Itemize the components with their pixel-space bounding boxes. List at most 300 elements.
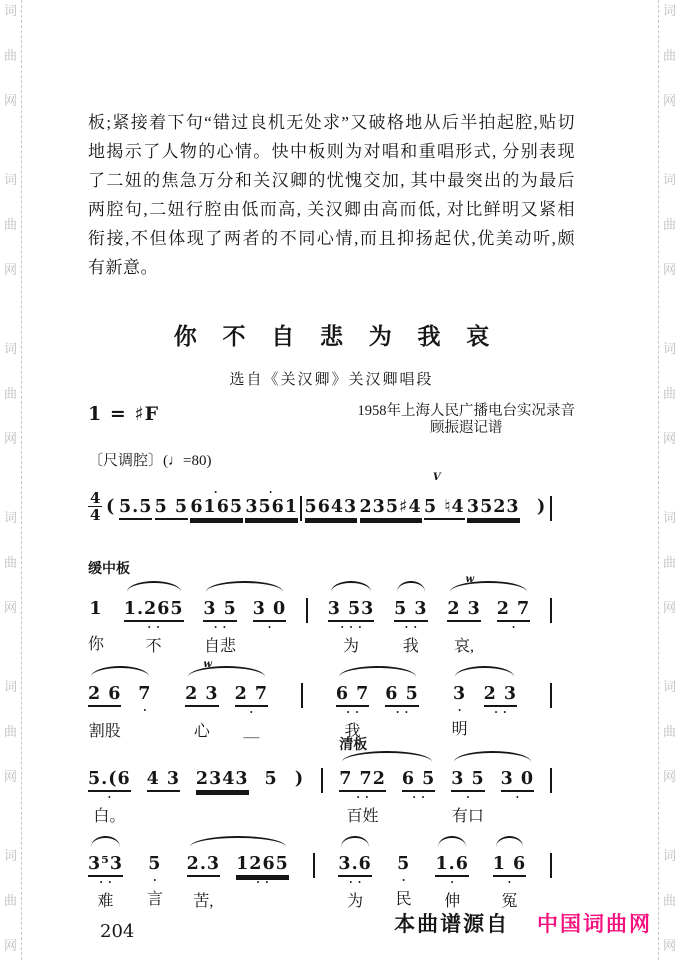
note-tokens [190,489,243,556]
lyric-text: ＿ [243,723,260,740]
note-token [424,489,465,556]
note-group [336,661,419,743]
note-numbers: 5 [148,854,162,874]
watermark-char: 网 [3,431,17,446]
paragraph-line: 有新意。 [88,258,158,277]
ornament-icon: w [203,659,212,670]
note-token [497,591,530,658]
octave-dots-below: •• [356,793,375,802]
lyric-text: 割股 [88,723,121,740]
note-numbers: 6 5 [385,684,418,707]
note-tokens [88,591,104,656]
watermark-char: 网 [662,262,676,277]
lyric-text: 不 [145,638,162,655]
note-tokens [88,846,123,913]
note-group [394,576,427,658]
slur-arc-icon [455,666,514,677]
watermark-text [0,173,21,276]
slur-arc-icon [91,836,120,847]
note-tokens [360,489,422,556]
note-token [196,761,249,828]
note-token [328,591,375,658]
note-numbers: 2 6 [88,684,121,707]
slur-arc-icon [438,836,465,847]
barline-icon [550,768,552,793]
note-token [119,489,152,556]
note-group [339,736,436,828]
ornament-icon: V [432,472,441,483]
note-token [105,489,117,554]
note-numbers: 3 [453,684,467,704]
notation-line [88,576,552,658]
watermark-char: 词 [3,341,17,356]
note-tokens [147,846,163,911]
lyric-text: 哀, [454,638,475,655]
note-group [187,831,289,913]
octave-dots-below: • [268,623,277,632]
octave-dots-below: • [508,878,517,887]
watermark-char: 网 [662,769,676,784]
note-group [147,746,180,828]
note-tokens [119,489,152,556]
slur-arc-icon [339,666,416,677]
watermark-char: 词 [3,172,17,187]
octave-dots-below: •• [494,708,513,717]
note-tokens [245,489,298,556]
lyric-text: 百姓 [346,808,379,825]
note-numbers: 3 5 [203,599,236,622]
watermark-char: 网 [3,262,17,277]
note-token [452,676,468,743]
song-title: 你 不 自 悲 为 我 哀 [173,324,500,349]
note-token [305,489,358,556]
note-numbers: 5643 [305,497,358,520]
watermark-text [0,849,21,952]
credit-prefix: 本曲谱源自 [394,913,510,936]
lyric-text: 我 [344,723,361,740]
lyric-text: 我 [402,638,419,655]
note-numbers: 3.6 [338,854,371,877]
note-numbers: 5.(6 [88,769,131,792]
note-token [190,489,243,556]
lyric-text: 为 [347,893,364,910]
note-token [447,591,480,658]
mode-tempo-label: 〔尺调腔〕(♩=80) [88,453,212,469]
note-tokens [493,846,526,913]
barline-icon [301,683,303,708]
note-tokens [147,761,180,828]
watermark-char: 网 [662,600,676,615]
time-denominator: 4 [90,506,101,524]
watermark-char: 网 [662,938,676,953]
watermark-char: 曲 [662,48,676,63]
note-token [88,846,123,913]
watermark-char: 词 [3,3,17,18]
ornament-icon: w [465,574,475,585]
note-group [155,474,188,556]
note-group [305,474,358,556]
note-numbers: 1 [89,599,103,619]
octave-dots-below: •• [256,878,275,887]
octave-dots-below: • [450,878,460,887]
octave-dots-below: • [249,708,259,717]
note-group [190,474,243,556]
note-numbers: 2343 [196,769,249,792]
watermark-char: 曲 [662,724,676,739]
note-numbers: 7 [138,684,152,704]
note-tokens [336,676,419,743]
note-numbers: 7 72 [339,769,386,792]
note-group [105,474,117,554]
note-group [245,474,298,556]
watermark-char: 曲 [3,724,17,739]
watermark-text [659,849,680,952]
watermark-text [659,511,680,614]
watermark-right-column [658,0,680,960]
note-group [88,746,131,828]
octave-dots-below: • [458,706,468,715]
note-token [396,846,412,911]
watermark-char: 网 [3,600,17,615]
note-group [396,831,412,911]
octave-dots-below: •• [349,878,367,887]
barline-icon [300,496,302,521]
note-numbers: ) [294,769,305,789]
note-group [88,831,123,913]
note-token [203,591,236,658]
note-tokens [187,846,289,913]
octave-dots-below: • [515,793,525,802]
note-group [338,831,371,913]
watermark-char: 曲 [3,386,17,401]
watermark-char: 词 [3,679,17,694]
octave-dots-below: • [143,706,153,715]
note-tokens [451,761,534,828]
watermark-left-column [0,0,22,960]
octave-dots-below: • [512,623,521,632]
watermark-text [0,511,21,614]
note-tokens [264,761,277,826]
slur-arc-icon [496,836,523,847]
slur-arc-icon [397,581,424,592]
note-token [88,676,121,743]
slur-arc-icon [331,581,372,592]
song-subtitle: 选自《关汉卿》关汉卿唱段 [229,372,434,388]
note-numbers: 5 [397,854,411,874]
lyric-text: 心 [193,723,210,740]
watermark-char: 网 [662,93,676,108]
note-token [264,761,277,826]
note-tokens [338,846,371,913]
note-group [185,661,268,743]
watermark-char: 网 [3,938,17,953]
barline-icon [550,853,552,878]
note-tokens [155,489,188,556]
note-token [339,761,386,828]
note-numbers: 1 6 [493,854,526,877]
note-tokens [305,489,358,556]
note-token [147,761,180,828]
note-tokens [105,489,117,554]
note-numbers: 5 5 [155,497,188,520]
octave-dots-below: •• [346,708,365,717]
watermark-char: 曲 [662,893,676,908]
note-group [203,576,286,658]
note-numbers: 235♯4 [360,497,422,520]
note-tokens [88,761,131,828]
note-token [155,489,188,556]
note-tokens [294,761,306,826]
watermark-char: 词 [3,510,17,525]
note-tokens [467,489,548,556]
octave-dots-below: •• [99,878,118,887]
note-tokens [435,846,468,913]
watermark-char: 曲 [662,386,676,401]
note-numbers: 6 7 [336,684,369,707]
note-group [196,746,249,828]
note-numbers: 1.265 [124,599,184,622]
time-numerator: 4 [90,489,101,507]
transcriber: 顾振遐记谱 [430,420,503,436]
watermark-char: 曲 [3,555,17,570]
octave-dots-below: •• [396,708,414,717]
note-token [360,489,422,556]
watermark-char: 词 [662,510,676,525]
slur-arc-icon [206,581,283,592]
note-numbers: ( [106,497,116,517]
paragraph-line: 板;紧接着下句“错过良机无处求”又破格地从后半拍起腔,贴切 [88,113,575,132]
note-token [536,489,548,556]
octave-dots-below: • [107,793,117,802]
note-numbers: 6 5 [402,769,435,792]
octave-dots-below: •• [412,793,431,802]
lyric-text: 难 [97,893,114,910]
tempo-section-label: 清板 [339,736,368,752]
note-tokens [396,846,412,911]
note-group [88,576,104,656]
note-token [147,846,163,911]
slur-arc-icon [341,836,368,847]
barline-icon [306,598,308,623]
note-numbers: ) [536,497,547,517]
watermark-text [659,342,680,445]
note-tokens [328,591,375,658]
lyric-text: 伸 [444,893,461,910]
lyric-text: 苦, [193,893,214,910]
note-token [493,846,526,913]
note-numbers: 2 3 [484,684,517,707]
note-token [435,846,468,913]
note-numbers: 2 7 [497,599,530,622]
octave-dots-below: • [402,876,412,885]
note-group [452,661,517,743]
lyric-text: 你 [88,636,105,653]
note-numbers: 1265 [236,854,289,877]
note-group [424,474,465,556]
watermark-char: 词 [662,848,676,863]
paragraph-line: 地揭示了人物的心情。快中板则为对唱和重唱形式, 分别表现 [88,142,575,161]
barline-icon [313,853,315,878]
note-token [402,761,435,828]
note-group [294,746,306,826]
note-numbers: 2 7 [235,684,268,707]
notation-line [88,831,552,913]
watermark-char: 词 [662,3,676,18]
notation-line [88,736,552,828]
page-content [88,0,575,942]
note-token [253,591,286,658]
note-tokens [447,591,530,658]
recording-source: 1958年上海人民广播电台实况录音 [357,403,575,419]
note-tokens [452,676,517,743]
watermark-text [0,342,21,445]
note-token [88,761,131,828]
watermark-char: 曲 [3,217,17,232]
note-token [185,676,218,743]
note-group [360,474,422,556]
paragraph-line: 了二妞的焦急万分和关汉卿的忧愧交加, 其中最突出的为最后 [88,171,575,190]
intro-paragraph [88,108,575,282]
slur-arc-icon [450,581,527,592]
slur-arc-icon [127,581,181,592]
note-numbers: 2 3 [447,599,480,622]
credit-site-name: 中国词曲网 [537,913,652,936]
lyric-text: 有口 [451,808,484,825]
time-signature [88,491,102,522]
note-token [467,489,520,556]
page-number: 204 [100,921,135,942]
note-numbers: 5 ♮4 [424,497,465,520]
note-token [235,676,268,743]
watermark-char: 曲 [3,893,17,908]
note-token [484,676,517,743]
note-token [236,846,289,913]
barline-icon [550,496,552,521]
note-tokens [196,761,249,828]
octave-dots-below: • [466,793,476,802]
watermark-char: 网 [3,769,17,784]
note-token [124,591,184,658]
note-tokens [339,761,435,828]
note-group [124,576,184,658]
note-tokens [203,591,286,658]
note-numbers: 3561 [245,497,298,520]
watermark-char: 网 [662,431,676,446]
paragraph-line: 两腔句,二妞行腔由低而高, 关汉卿由高而低, 对比鲜明又紧相 [88,200,575,219]
watermark-char: 词 [662,679,676,694]
note-token [394,591,427,658]
octave-dots-below: • [153,876,163,885]
note-numbers: 5 [264,769,278,789]
octave-dots-below: •• [214,623,232,632]
watermark-char: 曲 [662,555,676,570]
lyric-text: 白。 [93,808,126,825]
note-token [137,676,152,743]
octave-dots-below: ••• [340,623,368,632]
watermark-char: 曲 [662,217,676,232]
note-group [467,474,548,556]
watermark-char: 词 [662,172,676,187]
note-token [187,846,220,913]
octave-dots-above: • [214,488,220,497]
source-attribution [358,403,576,437]
note-numbers: 3 5 [451,769,484,792]
note-tokens [424,489,465,556]
barline-icon [321,768,323,793]
notation-line [88,474,552,556]
octave-dots-below: •• [147,623,166,632]
meta-row [88,403,575,437]
note-group [451,746,534,828]
watermark-char: 网 [3,93,17,108]
note-group [447,576,530,658]
watermark-text [0,4,21,107]
slur-arc-icon [188,666,265,677]
note-numbers: 3 53 [328,599,375,622]
lyric-text: 民 [395,891,412,908]
lyric-text: 言 [146,891,163,908]
octave-dots-above: • [269,488,275,497]
note-numbers: 3 0 [501,769,534,792]
paragraph-line: 衔接,不但体现了两者的不同心情,而且抑扬起伏,优美动听,颇 [88,229,575,248]
note-group [147,831,163,911]
watermark-char: 词 [3,848,17,863]
notation-line [88,661,552,743]
lyric-text: 自悲 [204,638,237,655]
note-token [88,591,104,656]
barline-icon [550,683,552,708]
octave-dots-below: •• [405,623,423,632]
note-group [88,661,152,743]
note-tokens [394,591,427,658]
note-group [493,831,526,913]
note-token [451,761,484,828]
note-numbers: 3523 [467,497,520,520]
lyric-text: 为 [343,638,360,655]
tempo-section-label: 缓中板 [88,560,130,576]
note-token [385,676,418,743]
music-notation [88,474,552,913]
note-token [245,489,298,556]
note-tokens [185,676,268,743]
note-token [294,761,306,826]
note-group [435,831,468,913]
lyric-text: 明 [451,721,468,738]
note-token [336,676,369,743]
note-group [328,576,375,658]
note-numbers: 3 0 [253,599,286,622]
slur-arc-icon [454,751,531,762]
watermark-char: 曲 [3,48,17,63]
barline-icon [550,598,552,623]
note-token [501,761,534,828]
note-group [264,746,277,826]
slur-arc-icon [190,836,286,847]
note-numbers: 5.5 [119,497,152,520]
note-token [338,846,371,913]
watermark-char: 词 [662,341,676,356]
note-numbers: 2.3 [187,854,220,877]
note-group [119,474,152,556]
note-tokens [124,591,184,658]
site-credit [394,908,652,938]
note-tokens [88,676,152,743]
watermark-text [659,680,680,783]
note-numbers: 4 3 [147,769,180,792]
slur-arc-icon [91,666,149,677]
note-numbers: 6165 [190,497,243,520]
note-numbers: 3⁵3 [88,854,123,877]
